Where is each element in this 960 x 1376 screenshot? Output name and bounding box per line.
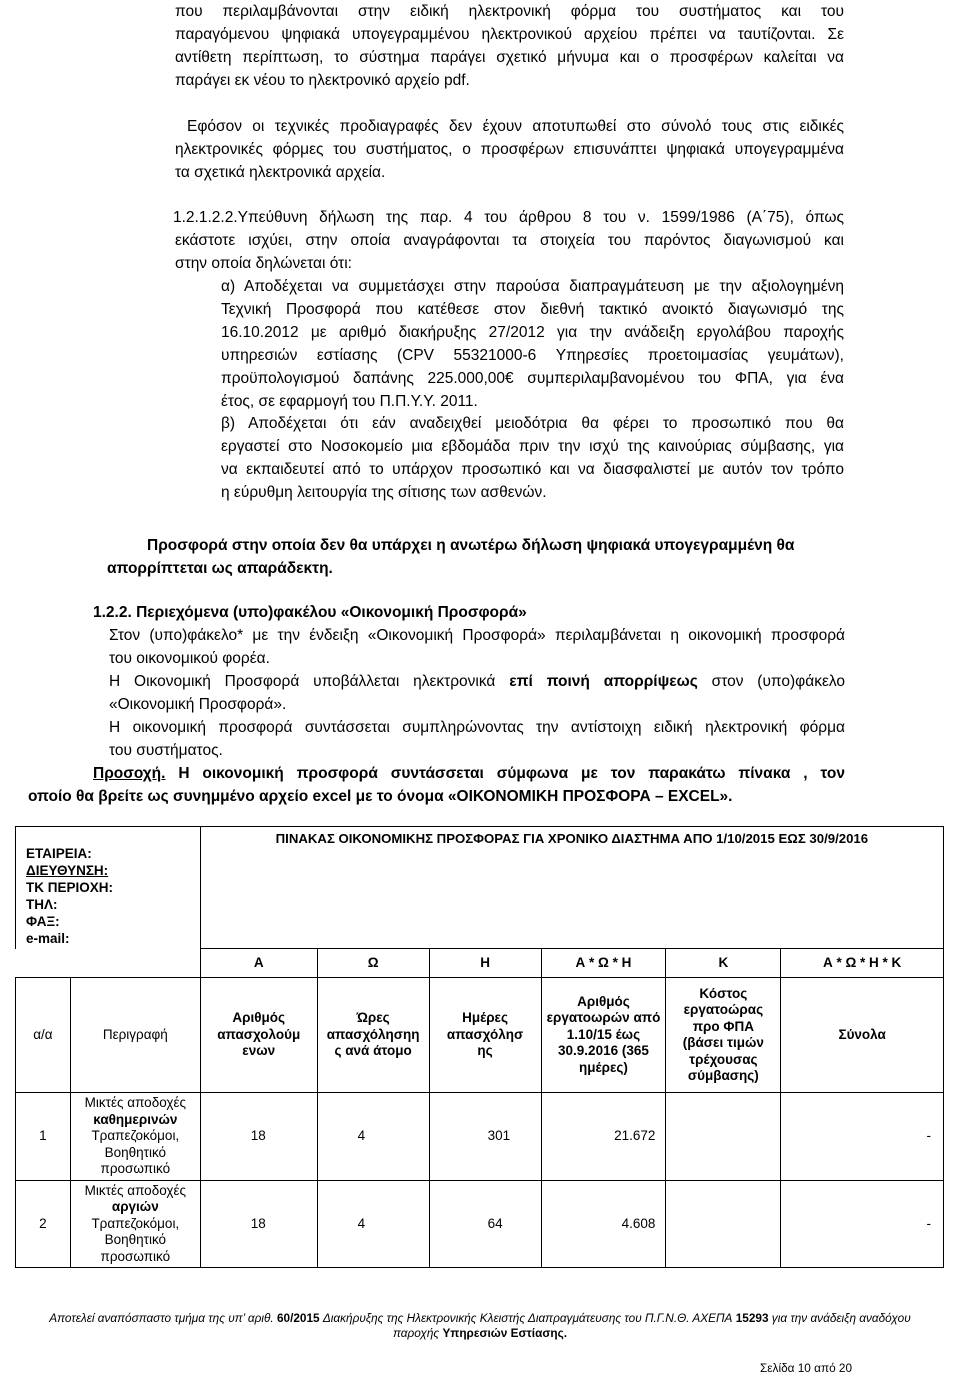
- symbol-cell: Κ: [666, 949, 781, 978]
- desc-line: Βοηθητικό: [104, 1232, 167, 1248]
- text-line: προϋπολογισμού δαπάνης 225.000,00€ συμπεριλαμβανομένου του ΦΠΑ, για ένα: [221, 370, 844, 387]
- text-line: [109, 670, 845, 693]
- header-cell: Περιγραφή: [70, 978, 200, 1093]
- cell-days: 64: [429, 1181, 541, 1268]
- text-line: β) Αποδέχεται ότι εάν αναδειχθεί μειοδότρια θα φέρει το προσωπικό που θα: [221, 415, 844, 432]
- desc-line: αργιών: [111, 1199, 159, 1215]
- header-line: προ ΦΠΑ: [692, 1018, 754, 1034]
- desc-line: καθημερινών: [93, 1111, 178, 1127]
- text-line: Στον (υπο)φάκελο* με την ένδειξη «Οικονομική Προσφορά» περιλαμβάνεται η οικονομική προσφορά: [109, 627, 845, 644]
- header-line: απασχολούμ: [217, 1026, 301, 1042]
- text-line: η εύρυθμη λειτουργία της σίτισης των ασθενών.: [221, 484, 547, 501]
- page-footer: [0, 1311, 960, 1341]
- header-cell: Σύνολα: [781, 978, 944, 1093]
- declaration-item-b: [221, 412, 844, 504]
- text-fragment: Η οικονομική προσφορά συντάσσεται σύμφωνα με τον παρακάτω πίνακα , τον: [178, 765, 845, 782]
- company-field: ΤΚ ΠΕΡΙΟΧΗ:: [26, 879, 114, 895]
- text-fragment: στον (υπο)φάκελο: [711, 673, 845, 690]
- company-field: ΤΗΛ:: [26, 896, 58, 912]
- header-line: τρέχουσας: [689, 1051, 758, 1067]
- footer-text: Διακήρυξης της Ηλεκτρονικής Κλειστής Διαπραγμάτευσης του Π.Γ.Ν.Θ. ΑΧΕΠΑ: [322, 1311, 733, 1325]
- section-declaration-heading: 1.2.1.2.2.Υπεύθυνη δήλωση της παρ. 4 του άρθρου 8 του ν. 1599/1986 (Α΄75), όπως: [173, 209, 844, 226]
- bold-phrase: επί ποινή απορρίψεως: [509, 673, 698, 690]
- text-line: του οικονομικού φορέα.: [109, 650, 270, 667]
- row-number: 1: [16, 1093, 71, 1181]
- header-line: ημέρες): [579, 1059, 628, 1075]
- footer-text: Αποτελεί αναπόσπαστο τμήμα της υπ’ αριθ.: [49, 1311, 274, 1325]
- header-line: εργατοώρας: [683, 1002, 764, 1017]
- desc-line: προσωπικό: [100, 1161, 171, 1177]
- footer-text: παροχής: [392, 1326, 440, 1340]
- header-line: 30.9.2016 (365: [558, 1043, 649, 1059]
- header-line: εργατοωρών από: [546, 1010, 661, 1026]
- cell-total: -: [781, 1093, 944, 1181]
- row-description: [70, 1181, 200, 1268]
- desc-line: προσωπικό: [100, 1248, 171, 1264]
- table-row: [16, 1093, 944, 1181]
- cell-cost: [666, 1181, 781, 1268]
- text-line: που περιλαμβάνονται στην ειδική ηλεκτρονική φόρμα του συστήματος και του: [175, 3, 844, 20]
- desc-line: Τραπεζοκόμοι,: [91, 1128, 180, 1144]
- text-line: παράγει εκ νέου το ηλεκτρονικό αρχείο pdf.: [175, 72, 470, 89]
- text-line: απορρίπτεται ως απαράδεκτη.: [107, 560, 333, 577]
- footer-bold: 60/2015: [276, 1311, 320, 1325]
- page-number: Σελίδα 10 από 20: [760, 1361, 853, 1375]
- text-line: τα σχετικά ηλεκτρονικά αρχεία.: [175, 164, 386, 181]
- text-line: Προσφορά στην οποία δεν θα υπάρχει η ανωτέρω δήλωση ψηφιακά υπογεγραμμένη θα: [147, 537, 795, 554]
- header-cell-cost: [666, 978, 781, 1093]
- desc-line: Τραπεζοκόμοι,: [91, 1215, 180, 1231]
- cell-employees: 18: [200, 1181, 317, 1268]
- company-field: ΦΑΞ:: [26, 913, 60, 929]
- rejection-warning: [107, 534, 847, 580]
- price-table: [15, 826, 944, 1268]
- text-line: εργαστεί στο Νοσοκομείο μια εβδομάδα πριν την ισχύ της καινούριας σύμβασης, για: [221, 438, 844, 455]
- section-financial-heading: 1.2.2. Περιεχόμενα (υπο)φακέλου «Οικονομική Προσφορά»: [93, 604, 527, 621]
- text-line: αντίθετη περίπτωση, το σύστημα παράγει σχετικό μήνυμα και ο προσφέρων καλείται να: [175, 49, 844, 66]
- header-line: Κόστος: [699, 985, 748, 1001]
- cell-days: 301: [429, 1093, 541, 1181]
- attention-label: Προσοχή.: [93, 765, 166, 782]
- text-line: «Οικονομική Προσφορά».: [109, 696, 287, 713]
- footer-line: [0, 1326, 960, 1341]
- symbol-cell: Α: [200, 949, 317, 978]
- desc-line: Μικτές αποδοχές: [84, 1095, 186, 1111]
- text-line: ηλεκτρονικές φόρμες του συστήματος, ο προσφέρων επισυνάπτει ψηφιακά υπογεγραμμένα: [175, 141, 844, 158]
- text-line: οποίο θα βρείτε ως συνημμένο αρχείο excel με το όνομα «ΟΙΚΟΝΟΜΙΚΗ ΠΡΟΣΦΟΡΑ – EXCEL».: [28, 788, 733, 805]
- header-line: 1.10/15 έως: [566, 1026, 641, 1042]
- text-line: Η οικονομική προσφορά συντάσσεται συμπληρώνοντας την αντίστοιχη ειδική ηλεκτρονική φόρμα: [109, 719, 845, 736]
- footer-text: για την ανάδειξη αναδόχου: [771, 1311, 911, 1325]
- declaration-item-a: [221, 275, 844, 413]
- cell-employees: 18: [200, 1093, 317, 1181]
- header-line: Ημέρες: [462, 1010, 508, 1026]
- desc-line: Βοηθητικό: [104, 1144, 167, 1160]
- header-cell: α/α: [16, 978, 71, 1093]
- text-line: α) Αποδέχεται να συμμετάσχει στην παρούσα διαπραγμάτευση με την αξιολογημένη: [221, 278, 844, 295]
- cell-workhours: 4.608: [541, 1181, 666, 1268]
- header-line: ης: [477, 1043, 493, 1059]
- header-line: απασχόλησ: [446, 1026, 524, 1042]
- section-financial-offer: [93, 601, 845, 762]
- symbol-cell: Η: [429, 949, 541, 978]
- text-line: 16.10.2012 με αριθμό διακήρυξης 27/2012 για την ανάδειξη εργολάβου παροχής: [221, 324, 844, 341]
- technical-specs-paragraph: [175, 115, 844, 184]
- intro-paragraph: [175, 0, 844, 92]
- company-field: ΔΙΕΥΘΥΝΣΗ:: [26, 862, 109, 878]
- row-description: [70, 1093, 200, 1181]
- cell-cost: [666, 1093, 781, 1181]
- cell-hours: 4: [317, 1093, 429, 1181]
- symbol-cell: Α * Ω * Η * Κ: [781, 949, 944, 978]
- header-line: (βάσει τιμών: [682, 1035, 764, 1050]
- text-line: Τεχνική Προσφορά που κατέθεσε στον διεθνή τακτικό ανοικτό διαγωνισμό της: [221, 301, 844, 318]
- header-line: Αριθμός: [577, 993, 630, 1009]
- text-line: να εκπαιδευτεί από το υπάρχον προσωπικό και να διασφαλιστεί με αυτόν τον τρόπο: [221, 461, 844, 478]
- header-line: σύμβασης): [687, 1068, 759, 1083]
- text-line: υπηρεσιών εστίασης (CPV 55321000-6 Υπηρεσίες προετοιμασίας γευμάτων),: [221, 347, 844, 364]
- header-line: απασχόλησηη: [326, 1026, 420, 1042]
- attention-note: [28, 762, 845, 808]
- symbol-cell: Α * Ω * Η: [541, 949, 666, 978]
- cell-hours: 4: [317, 1181, 429, 1268]
- cell-workhours: 21.672: [541, 1093, 666, 1181]
- desc-line: Μικτές αποδοχές: [84, 1182, 186, 1198]
- text-line: παραγόμενου ψηφιακά υπογεγραμμένου ηλεκτρονικού αρχείου πρέπει να ταυτίζονται. Σε: [175, 26, 844, 43]
- header-line: ενων: [242, 1043, 276, 1059]
- text-fragment: Η Οικονομική Προσφορά υποβάλλεται ηλεκτρονικά: [109, 673, 496, 690]
- company-info-cell: [16, 827, 201, 949]
- row-number: 2: [16, 1181, 71, 1268]
- text-line: εκάστοτε ισχύει, στην οποία αναγράφονται τα στοιχεία του παρόντος διαγωνισμού και: [175, 232, 844, 249]
- text-line: έτος, σε εφαρμογή του Π.Π.Υ.Υ. 2011.: [221, 393, 478, 410]
- table-title: ΠΙΝΑΚΑΣ ΟΙΚΟΝΟΜΙΚΗΣ ΠΡΟΣΦΟΡΑΣ ΓΙΑ ΧΡΟΝΙΚΟ ΔΙΑΣΤΗΜΑ ΑΠΟ 1/10/2015 ΕΩΣ 30/9/2016: [200, 827, 943, 949]
- text-line: του συστήματος.: [109, 742, 223, 759]
- header-cell-workhours: [541, 978, 666, 1093]
- header-cell-days: [429, 978, 541, 1093]
- cell-total: -: [781, 1181, 944, 1268]
- company-field: ΕΤΑΙΡΕΙΑ:: [26, 845, 92, 861]
- company-field: e-mail:: [26, 930, 70, 946]
- text-line: Εφόσον οι τεχνικές προδιαγραφές δεν έχουν αποτυπωθεί στο σύνολό τους στις ειδικές: [187, 118, 844, 135]
- header-line: Ώρες: [356, 1010, 390, 1026]
- symbol-cell: Ω: [317, 949, 429, 978]
- footer-line: [0, 1311, 960, 1326]
- text-line: [28, 762, 845, 785]
- section-declaration: [175, 206, 844, 275]
- header-line: Αριθμός: [232, 1010, 286, 1026]
- header-line: ς ανά άτομο: [334, 1043, 412, 1059]
- header-cell-employees: [200, 978, 317, 1093]
- text-line: στην οποία δηλώνεται ότι:: [175, 255, 352, 272]
- footer-bold: 15293: [735, 1311, 769, 1325]
- table-row: [16, 1181, 944, 1268]
- footer-bold: Υπηρεσιών Εστίασης.: [442, 1326, 568, 1340]
- empty-cell: [16, 949, 201, 978]
- header-cell-hours: [317, 978, 429, 1093]
